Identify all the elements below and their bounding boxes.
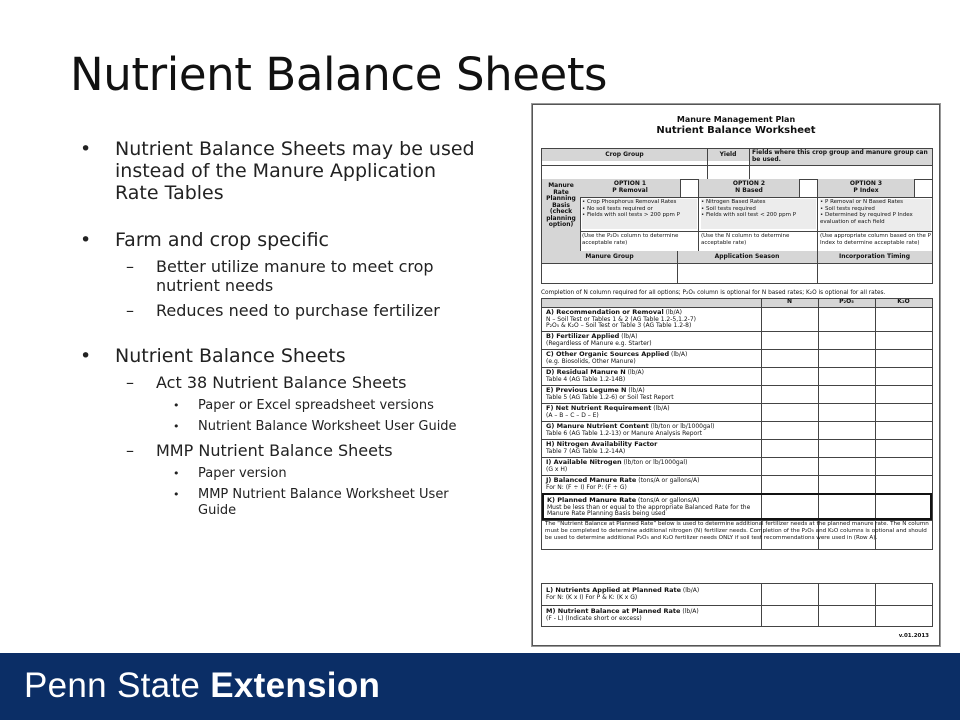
worksheet-title: Nutrient Balance Worksheet bbox=[656, 125, 816, 136]
bullet-item bbox=[80, 229, 480, 251]
option-2-sub: N Based bbox=[735, 186, 763, 194]
row-f: F) Net Nutrient Requirement (lb/A) (A – B – C – D – E) bbox=[546, 404, 670, 419]
sub-bullet-item bbox=[80, 301, 480, 320]
option-1-item: • Crop Phosphorus Removal Rates bbox=[582, 199, 677, 205]
dash-icon: – bbox=[126, 301, 134, 320]
planned-rate-table bbox=[541, 583, 933, 627]
option-3-sub: P Index bbox=[853, 186, 879, 194]
option-3-name: OPTION 3 bbox=[849, 180, 883, 187]
brand-bold: Extension bbox=[210, 666, 381, 705]
row-g: G) Manure Nutrient Content (lb/ton or lb/1000gal) Table 6 (AG Table 1.2-13) or Manure Analysis Report bbox=[546, 422, 715, 437]
dash-icon: – bbox=[126, 441, 134, 460]
option-1-item: • Fields with soil tests > 200 ppm P bbox=[582, 212, 680, 218]
row-c: C) Other Organic Sources Applied (lb/A) (e.g. Biosolids, Other Manure) bbox=[546, 350, 688, 365]
sub-bullet-text: Act 38 Nutrient Balance Sheets bbox=[156, 373, 407, 392]
sub-bullet-text: Reduces need to purchase fertilizer bbox=[156, 301, 440, 320]
option-2-name: OPTION 2 bbox=[732, 180, 766, 187]
sub-sub-bullet-item bbox=[80, 466, 480, 482]
row-j: J) Balanced Manure Rate (tons/A or gallons/A) For N: (F ÷ I) For P: (F ÷ G) bbox=[546, 476, 700, 491]
row-k-label: K) Planned Manure Rate bbox=[547, 496, 637, 504]
bullet-icon: • bbox=[80, 345, 92, 367]
option-1-item: • No soil tests required or bbox=[582, 205, 653, 212]
planning-basis-label: Manure Rate Planning Basis (check planning option) bbox=[542, 179, 580, 251]
balance-note: The “Nutrient Balance at Planned Rate” below is used to determine additional fertilizer needs at the planned manure rate. The N column must be completed to determine additional nitrogen (N) fertilizer needs. Completion of the P₂O₅ and K₂O columns is optional and should be used to determine additional P₂O₅ and K₂O fertilizer needs ONLY if soil test recommendations were used in (Row A). bbox=[545, 521, 929, 541]
option-1-checkbox[interactable] bbox=[680, 179, 698, 197]
fields-header: Fields where this crop group and manure group can be used. bbox=[749, 149, 932, 165]
option-3-item: • Determined by required P Index evaluation of each field bbox=[820, 212, 913, 225]
sub-bullet-item bbox=[80, 373, 480, 392]
brand-logo bbox=[24, 663, 380, 709]
bullet-item bbox=[80, 138, 480, 204]
sub-bullet-text: Better utilize manure to meet crop nutrient needs bbox=[156, 257, 434, 295]
sub-sub-bullet-text: Nutrient Balance Worksheet User Guide bbox=[198, 419, 457, 434]
option-1-sub: P Removal bbox=[612, 186, 648, 194]
sub-sub-bullet-text: MMP Nutrient Balance Worksheet User Guide bbox=[198, 487, 449, 518]
worksheet-plan-title: Manure Management Plan bbox=[676, 115, 796, 124]
row-k-sub: Must be less than or equal to the appropriate Balanced Rate for the Manure Rate Planning Basis being used bbox=[547, 503, 751, 517]
option-3-items bbox=[820, 199, 931, 231]
column-header-p2o5: P₂O₅ bbox=[818, 299, 875, 307]
row-d: D) Residual Manure N (lb/A) Table 4 (AG Table 1.2-14B) bbox=[546, 368, 644, 383]
option-1-note: (Use the P₂O₅ column to determine acceptable rate) bbox=[582, 233, 679, 246]
sub-bullet-item bbox=[80, 257, 480, 295]
sub-bullet-text: MMP Nutrient Balance Sheets bbox=[156, 441, 393, 460]
bullet-text: Farm and crop specific bbox=[115, 229, 329, 251]
crop-options-table bbox=[541, 148, 933, 284]
bullet-text: Nutrient Balance Sheets may be used instead of the Manure Application Rate Tables bbox=[115, 138, 475, 204]
sub-sub-bullet-item bbox=[80, 487, 480, 519]
footer-bar bbox=[0, 653, 960, 720]
worksheet-image bbox=[532, 104, 940, 646]
row-b: B) Fertilizer Applied (lb/A) (Regardless of Manure e.g. Starter) bbox=[546, 332, 652, 347]
manure-group-header: Manure Group bbox=[542, 251, 677, 263]
option-3-header bbox=[818, 179, 914, 197]
crop-group-header: Crop Group bbox=[542, 149, 707, 161]
worksheet-version: v.01.2013 bbox=[898, 633, 929, 639]
option-2-item: • Fields with soil test < 200 ppm P bbox=[701, 212, 797, 218]
row-e: E) Previous Legume N (lb/A) Table 5 (AG Table 1.2-6) or Soil Test Report bbox=[546, 386, 674, 401]
option-2-checkbox[interactable] bbox=[799, 179, 817, 197]
nutrient-table bbox=[541, 298, 933, 550]
option-2-item: • Nitrogen Based Rates bbox=[701, 199, 766, 205]
option-2-header bbox=[699, 179, 799, 197]
bullet-text: Nutrient Balance Sheets bbox=[115, 345, 346, 367]
sub-sub-bullet-item bbox=[80, 419, 480, 435]
option-3-item: • Soil tests required bbox=[820, 205, 875, 212]
bullet-icon: • bbox=[173, 467, 180, 480]
brand-light: Penn State bbox=[24, 666, 201, 705]
option-2-item: • Soil tests required bbox=[701, 205, 756, 212]
option-2-note: (Use the N column to determine acceptable rate) bbox=[701, 233, 790, 246]
bullet-icon: • bbox=[80, 138, 92, 160]
bullet-item bbox=[80, 345, 480, 367]
sub-sub-bullet-text: Paper version bbox=[198, 466, 287, 481]
option-3-note: (Use appropriate column based on the P Index to determine acceptable rate) bbox=[820, 233, 931, 246]
sub-sub-bullet-text: Paper or Excel spreadsheet versions bbox=[198, 398, 434, 413]
option-3-item: • P Removal or N Based Rates bbox=[820, 199, 903, 205]
column-spacer bbox=[542, 299, 761, 307]
bullet-icon: • bbox=[173, 399, 180, 412]
bullet-icon: • bbox=[173, 420, 180, 433]
row-m: M) Nutrient Balance at Planned Rate (lb/A) (F - L) (Indicate short or excess) bbox=[546, 607, 699, 622]
option-3-checkbox[interactable] bbox=[914, 179, 932, 197]
bullet-icon: • bbox=[80, 229, 92, 251]
row-l: L) Nutrients Applied at Planned Rate (lb/A) For N: (K x I) For P & K: (K x G) bbox=[546, 586, 700, 601]
option-1-items bbox=[582, 199, 697, 229]
yield-header: Yield bbox=[707, 149, 749, 161]
column-header-n: N bbox=[761, 299, 818, 307]
application-season-header: Application Season bbox=[677, 251, 817, 263]
column-header-k2o: K₂O bbox=[875, 299, 932, 307]
bullet-icon: • bbox=[173, 488, 180, 501]
row-h: H) Nitrogen Availability Factor Table 7 (AG Table 1.2-14A) bbox=[546, 440, 658, 455]
option-2-items bbox=[701, 199, 816, 229]
row-i: I) Available Nitrogen (lb/ton or lb/1000gal) (G x H) bbox=[546, 458, 688, 473]
bullet-list bbox=[80, 138, 480, 519]
dash-icon: – bbox=[126, 373, 134, 392]
slide-title: Nutrient Balance Sheets bbox=[70, 48, 608, 101]
row-a: A) Recommendation or Removal (lb/A) N – Soil Test or Tables 1 & 2 (AG Table 1.2-5,1.2-7) P₂O₅ & K₂O – Soil Test or Table 3 (AG Table 1.2-8) bbox=[546, 308, 696, 329]
sub-bullet-item bbox=[80, 441, 480, 460]
sub-sub-bullet-item bbox=[80, 398, 480, 414]
row-k bbox=[542, 493, 932, 520]
dash-icon: – bbox=[126, 257, 134, 276]
option-1-header bbox=[580, 179, 680, 197]
completion-note: Completion of N column required for all options; P₂O₅ column is optional for N based rates; K₂O is optional for all rates. bbox=[541, 290, 886, 296]
row-k-unit: (tons/A or gallons/A) bbox=[638, 497, 700, 504]
option-1-name: OPTION 1 bbox=[613, 180, 647, 187]
incorporation-timing-header: Incorporation Timing bbox=[817, 251, 932, 263]
